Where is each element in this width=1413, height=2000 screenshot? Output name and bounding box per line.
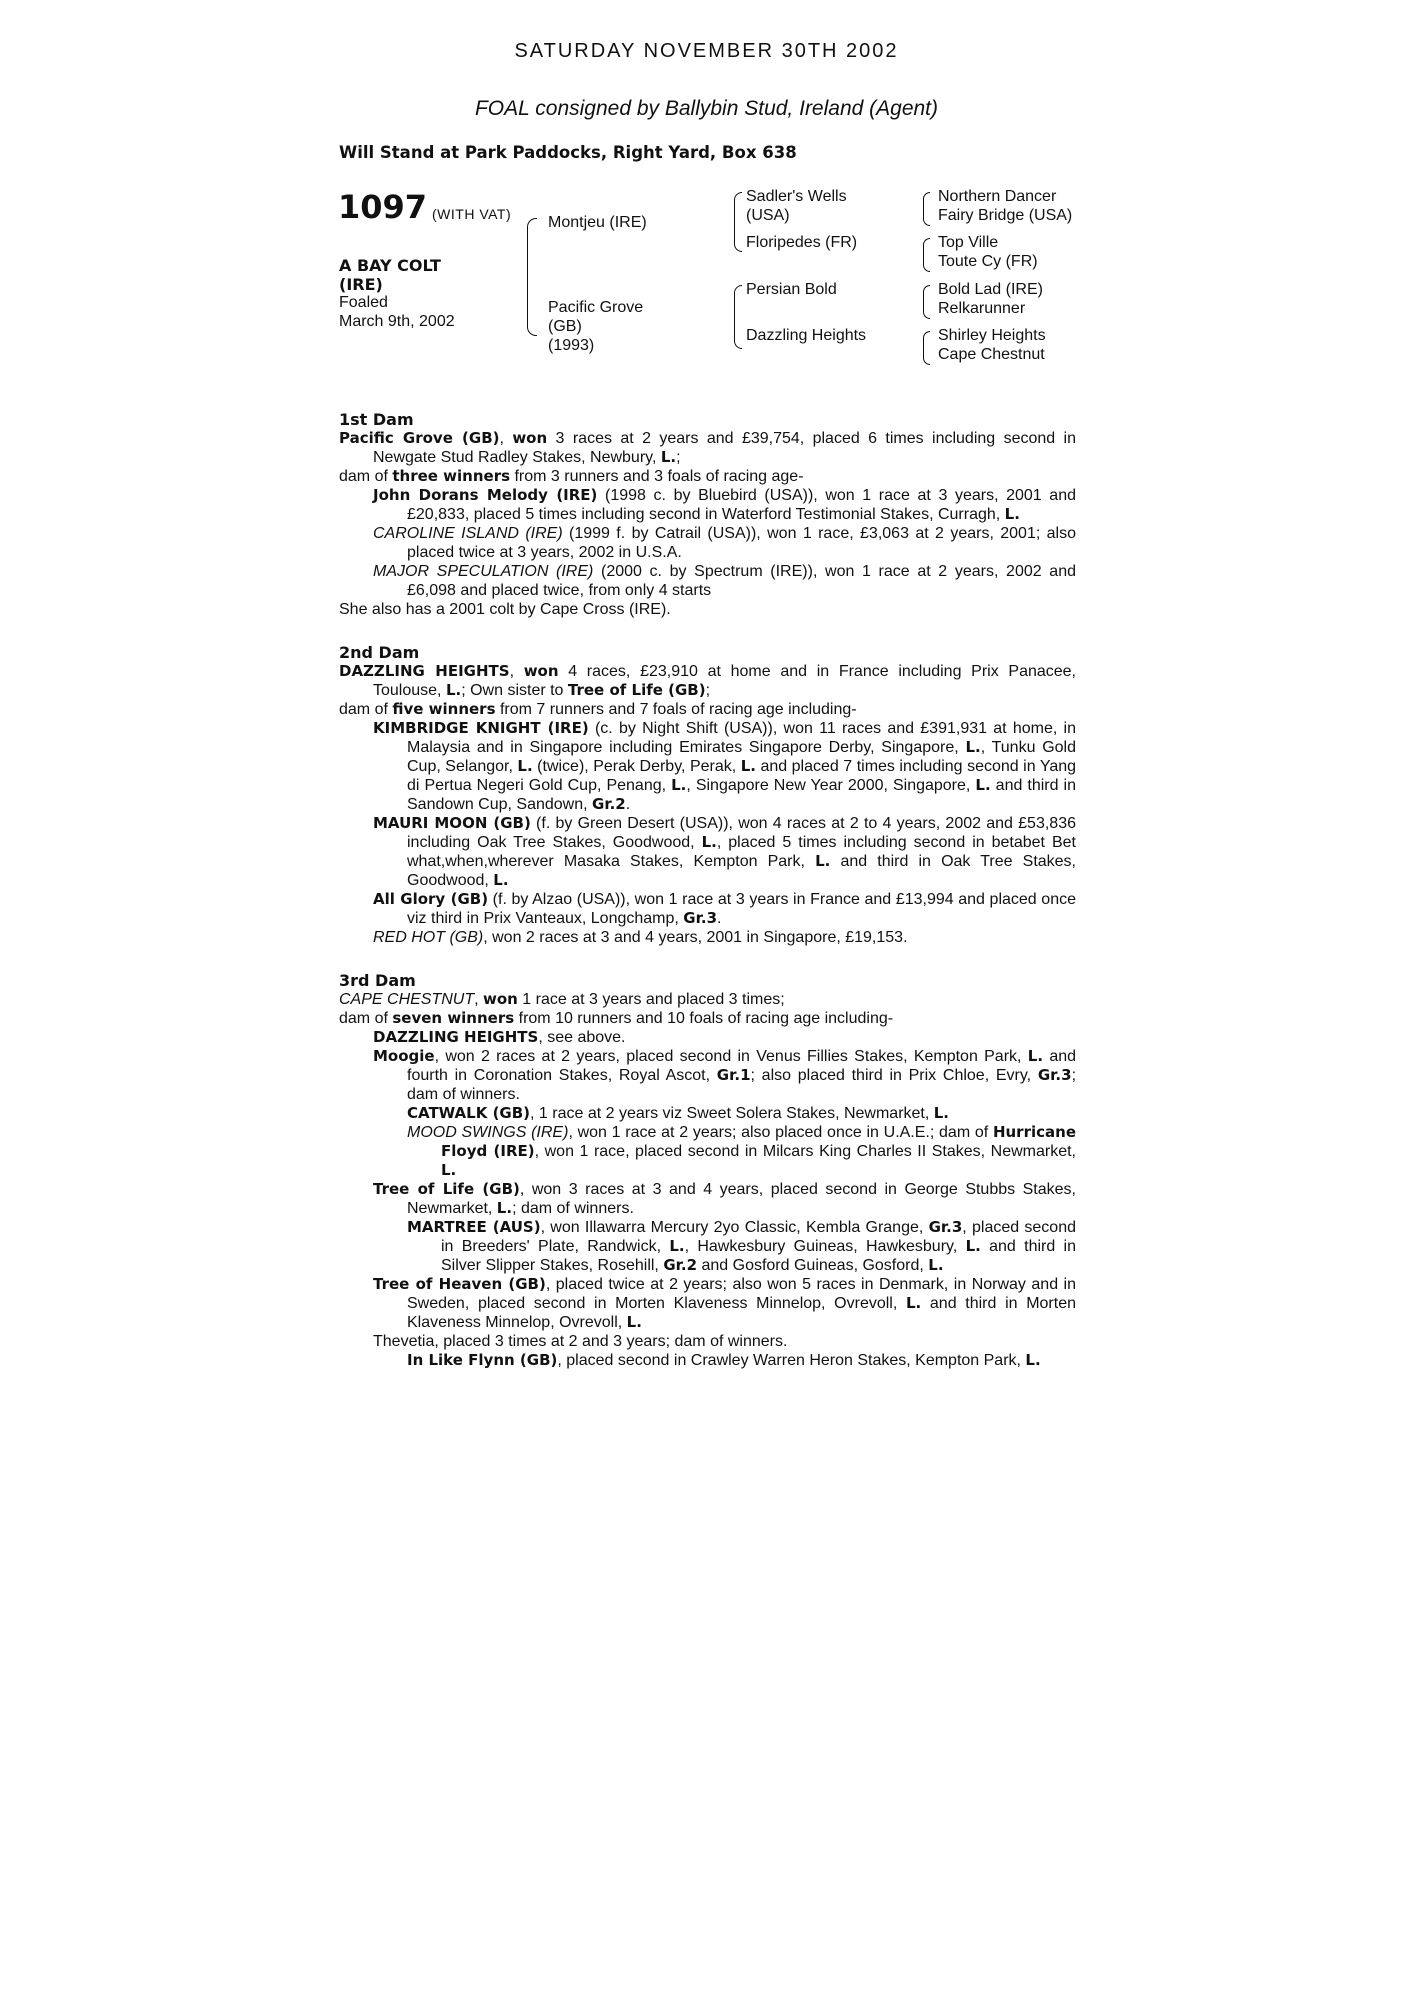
pedigree-sd-sire: Top Ville xyxy=(938,234,999,251)
pedigree-sire-sire: Sadler's Wells (USA) xyxy=(746,188,847,224)
lot-description-line2: (IRE) xyxy=(339,275,383,294)
pedigree-dd-sire: Shirley Heights xyxy=(938,327,1046,344)
brace-sire-parents xyxy=(734,192,742,252)
pedigree-sd-dam: Toute Cy (FR) xyxy=(938,253,1038,270)
brace-ds-parents xyxy=(923,285,930,319)
pedigree-dam-dam: Dazzling Heights xyxy=(746,327,867,344)
lot-description xyxy=(339,256,489,294)
produce-entry: Tree of Life (GB), won 3 races at 3 and 4 years, placed second in George Stubbs Stakes, Newmarket, L.; dam of winners. xyxy=(373,1180,1076,1217)
foaled-date xyxy=(339,293,455,331)
third-dam-record: CAPE CHESTNUT, won 1 race at 3 years and placed 3 times; xyxy=(339,990,785,1008)
brace-sd-parents xyxy=(923,238,930,272)
pedigree-dam-sire: Persian Bold xyxy=(746,281,837,298)
produce-entry: Moogie, won 2 races at 2 years, placed second in Venus Fillies Stakes, Kempton Park, L. and fourth in Coronation Stakes, Royal Ascot, Gr.1; also placed third in Prix Chloe, Evry, Gr.3; dam of winners. xyxy=(373,1047,1077,1103)
produce-entry: Tree of Heaven (GB), placed twice at 2 years; also won 5 races in Denmark, in Norway and in Sweden, placed second in Morten Klaveness Minnelop, Ovrevoll, L. and third in Morten Klaveness Minnelop, Ovrevoll, L. xyxy=(373,1275,1077,1331)
sale-date: SATURDAY NOVEMBER 30TH 2002 xyxy=(514,40,899,62)
produce-entry: Thevetia, placed 3 times at 2 and 3 years; dam of winners. xyxy=(373,1333,788,1350)
first-dam-heading: 1st Dam xyxy=(339,410,414,429)
pedigree-ds-dam: Relkarunner xyxy=(938,300,1026,317)
pedigree-dam: Pacific Grove (GB) (1993) xyxy=(548,299,644,354)
first-dam-note: She also has a 2001 colt by Cape Cross (IRE). xyxy=(339,601,671,618)
section-gap xyxy=(339,619,1076,643)
grand-produce-entry: MARTREE (AUS), won Illawarra Mercury 2yo Classic, Kembla Grange, Gr.3, placed second in Breeders' Plate, Randwick, L., Hawkesbury Guineas, Hawkesbury, L. and third in Silver Slipper Stakes, Rosehill, Gr.2 and Gosford Guineas, Gosford, L. xyxy=(407,1218,1077,1274)
third-dam-produce-summary: dam of seven winners from 10 runners and 10 foals of racing age including- xyxy=(339,1009,894,1027)
brace-dd-parents xyxy=(923,331,930,365)
pedigree-dd-dam: Cape Chestnut xyxy=(938,346,1045,363)
consignment-line: FOAL consigned by Ballybin Stud, Ireland (Agent) xyxy=(474,97,939,120)
lot-description-line1: A BAY COLT xyxy=(339,256,441,275)
pedigree-ss-sire: Northern Dancer xyxy=(938,188,1057,205)
second-dam-record: DAZZLING HEIGHTS, won 4 races, £23,910 at home and in France including Prix Panacee, Toulouse, L.; Own sister to Tree of Life (GB); xyxy=(339,662,1077,699)
produce-entry: KIMBRIDGE KNIGHT (IRE) (c. by Night Shift (USA)), won 11 races and £391,931 at home, in Malaysia and in Singapore including Emirates Singapore Derby, Singapore, L., Tunku Gold Cup, Selangor, L. (twice), Perak Derby, Perak, L. and placed 7 times including second in Yang di Pertua Negeri Gold Cup, Penang, L., Singapore New Year 2000, Singapore, L. and third in Sandown Cup, Sandown, Gr.2. xyxy=(373,719,1077,813)
produce-entry: DAZZLING HEIGHTS, see above. xyxy=(373,1028,626,1046)
grand-produce-entry: In Like Flynn (GB), placed second in Crawley Warren Heron Stakes, Kempton Park, L. xyxy=(407,1351,1041,1369)
grand-produce-entry: MOOD SWINGS (IRE), won 1 race at 2 years; also placed once in U.A.E.; dam of Hurricane Floyd (IRE), won 1 race, placed second in Milcars King Charles II Stakes, Newmarket, L. xyxy=(407,1123,1076,1179)
produce-entry: All Glory (GB) (f. by Alzao (USA)), won 1 race at 3 years in France and £13,994 and placed once viz third in Prix Vanteaux, Longchamp, Gr.3. xyxy=(373,890,1077,927)
second-dam-produce-summary: dam of five winners from 7 runners and 7 foals of racing age including- xyxy=(339,700,857,718)
foaled-label: Foaled xyxy=(339,294,388,311)
produce-entry: CAROLINE ISLAND (IRE) (1999 f. by Catrail (USA)), won 1 race, £3,063 at 2 years, 2001; also placed twice at 3 years, 2002 in U.S.A. xyxy=(373,525,1077,561)
pedigree-ss-dam: Fairy Bridge (USA) xyxy=(938,207,1073,224)
brace-sire-dam xyxy=(527,218,537,336)
produce-entry: John Dorans Melody (IRE) (1998 c. by Bluebird (USA)), won 1 race at 3 years, 2001 and £20,833, placed 5 times including second in Waterford Testimonial Stakes, Curragh, L. xyxy=(373,486,1077,523)
pedigree-sire-dam: Floripedes (FR) xyxy=(746,234,858,251)
produce-entry: MAURI MOON (GB) (f. by Green Desert (USA)), won 4 races at 2 to 4 years, 2002 and £53,836 including Oak Tree Stakes, Goodwood, L., placed 5 times including second in betabet Bet what,when,wherever Masaka Stakes, Kempton Park, L. and third in Oak Tree Stakes, Goodwood, L. xyxy=(373,814,1077,889)
third-dam-heading: 3rd Dam xyxy=(339,971,416,990)
first-dam-record: Pacific Grove (GB), won 3 races at 2 years and £39,754, placed 6 times including second in Newgate Stud Radley Stakes, Newbury, L.; xyxy=(339,429,1076,466)
pedigree-ds-sire: Bold Lad (IRE) xyxy=(938,281,1043,298)
produce-entry: RED HOT (GB), won 2 races at 3 and 4 years, 2001 in Singapore, £19,153. xyxy=(373,929,908,946)
produce-entry: MAJOR SPECULATION (IRE) (2000 c. by Spectrum (IRE)), won 1 race at 2 years, 2002 and £6,098 and placed twice, from only 4 starts xyxy=(373,563,1076,599)
first-dam-produce-summary: dam of three winners from 3 runners and 3 foals of racing age- xyxy=(339,467,804,485)
lot-number: 1097 xyxy=(338,188,428,226)
grand-produce-entry: CATWALK (GB), 1 race at 2 years viz Sweet Solera Stakes, Newmarket, L. xyxy=(407,1104,950,1122)
foaled-value: March 9th, 2002 xyxy=(339,313,455,330)
produce-record xyxy=(339,410,1076,1370)
lot-vat-note: (WITH VAT) xyxy=(432,206,512,222)
brace-ss-parents xyxy=(923,192,930,226)
brace-dam-parents xyxy=(734,285,742,349)
second-dam-heading: 2nd Dam xyxy=(339,643,420,662)
pedigree-sire: Montjeu (IRE) xyxy=(548,214,647,231)
stand-location: Will Stand at Park Paddocks, Right Yard, Box 638 xyxy=(339,143,797,162)
section-gap xyxy=(339,947,1076,971)
